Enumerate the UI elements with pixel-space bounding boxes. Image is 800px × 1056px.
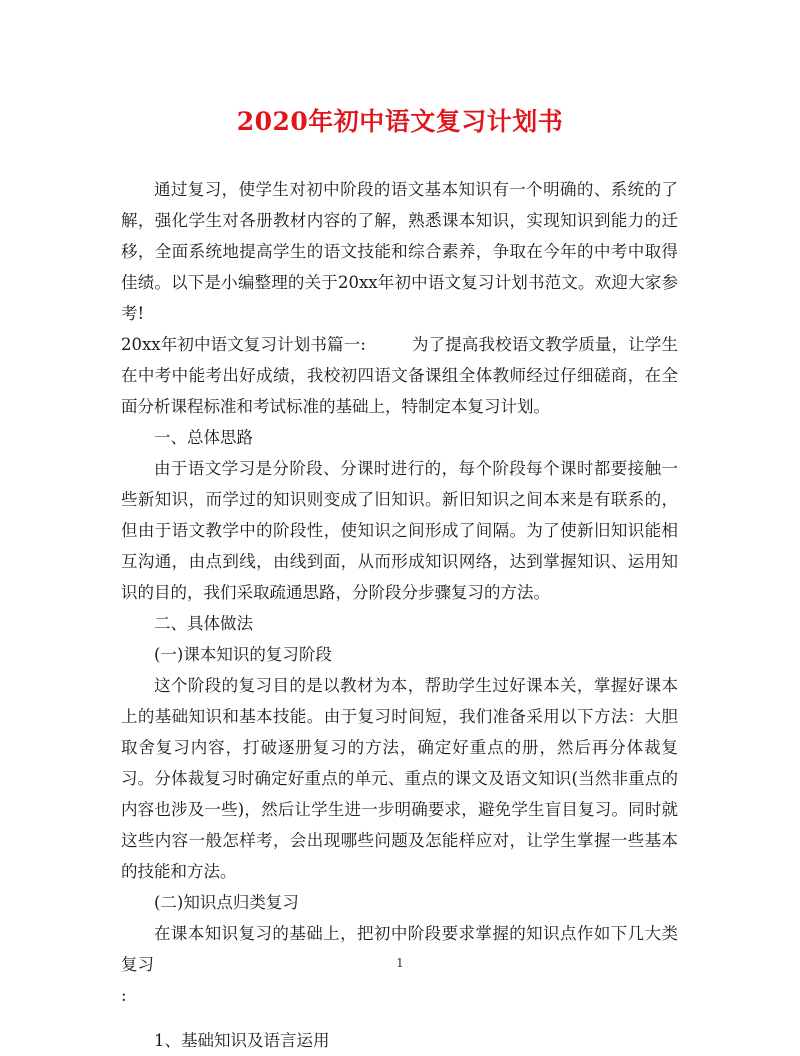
page-number: 1 <box>396 956 404 970</box>
section-heading-overall: 一、总体思路 <box>154 428 253 447</box>
classify-review-paragraph: 在课本知识复习的基础上，把初中阶段要求掌握的知识点作如下几大类复习 <box>121 924 678 974</box>
document-body <box>121 174 678 1056</box>
textbook-review-paragraph: 这个阶段的复习目的是以教材为本，帮助学生过好课本关，掌握好课本上的基础知识和基本技能。由于复习时间短，我们准备采用以下方法：大胆取舍复习内容，打破逐册复习的方法，确定好重点的册，然后再分体裁复习。分体裁复习时确定好重点的单元、重点的课文及语文知识(当然非重点的内容也涉及一些)，然后让学生进一步明确要求，避免学生盲目复习。同时就这些内容一般怎样考，会出现哪些问题及怎能样应对，让学生掌握一些基本的技能和方法。 <box>121 676 678 881</box>
paragraph-spacer <box>121 1011 678 1025</box>
subheading-textbook-review: (一)课本知识的复习阶段 <box>154 645 332 664</box>
overall-idea-paragraph: 由于语文学习是分阶段、分课时进行的，每个阶段每个课时都要接触一些新知识，而学过的知识则变成了旧知识。新旧知识之间本来是有联系的，但由于语文教学中的阶段性，使知识之间形成了间隔。为了使新旧知识能相互沟通，由点到线，由线到面，从而形成知识网络，达到掌握知识、运用知识的目的，我们采取疏通思路，分阶段分步骤复习的方法。 <box>121 459 678 602</box>
document-title: 2020年初中语文复习计划书 <box>236 107 564 136</box>
article-lead: 20xx年初中语文复习计划书篇一: <box>121 335 366 354</box>
list-item-basic-knowledge: 1、基础知识及语言运用 <box>154 1031 330 1050</box>
article-paragraph <box>121 329 678 422</box>
article-start: 为了提高我校语文教学质量，让学生在中考中能考出好成绩，我校初四语文备课组全体教师经过仔细磋商，在全面分析课程标准和考试标准的基础上，特制定本复习计划。 <box>121 335 679 416</box>
section-heading-methods: 二、具体做法 <box>154 614 253 633</box>
intro-paragraph: 通过复习，使学生对初中阶段的语文基本知识有一个明确的、系统的了解，强化学生对各册教材内容的了解，熟悉课本知识，实现知识到能力的迁移，全面系统地提高学生的语文技能和综合素养，争取在今年的中考中取得佳绩。以下是小编整理的关于20xx年初中语文复习计划书范文。欢迎大家参考! <box>121 180 678 323</box>
classify-colon: : <box>121 986 127 1005</box>
subheading-classify-review: (二)知识点归类复习 <box>154 893 299 912</box>
